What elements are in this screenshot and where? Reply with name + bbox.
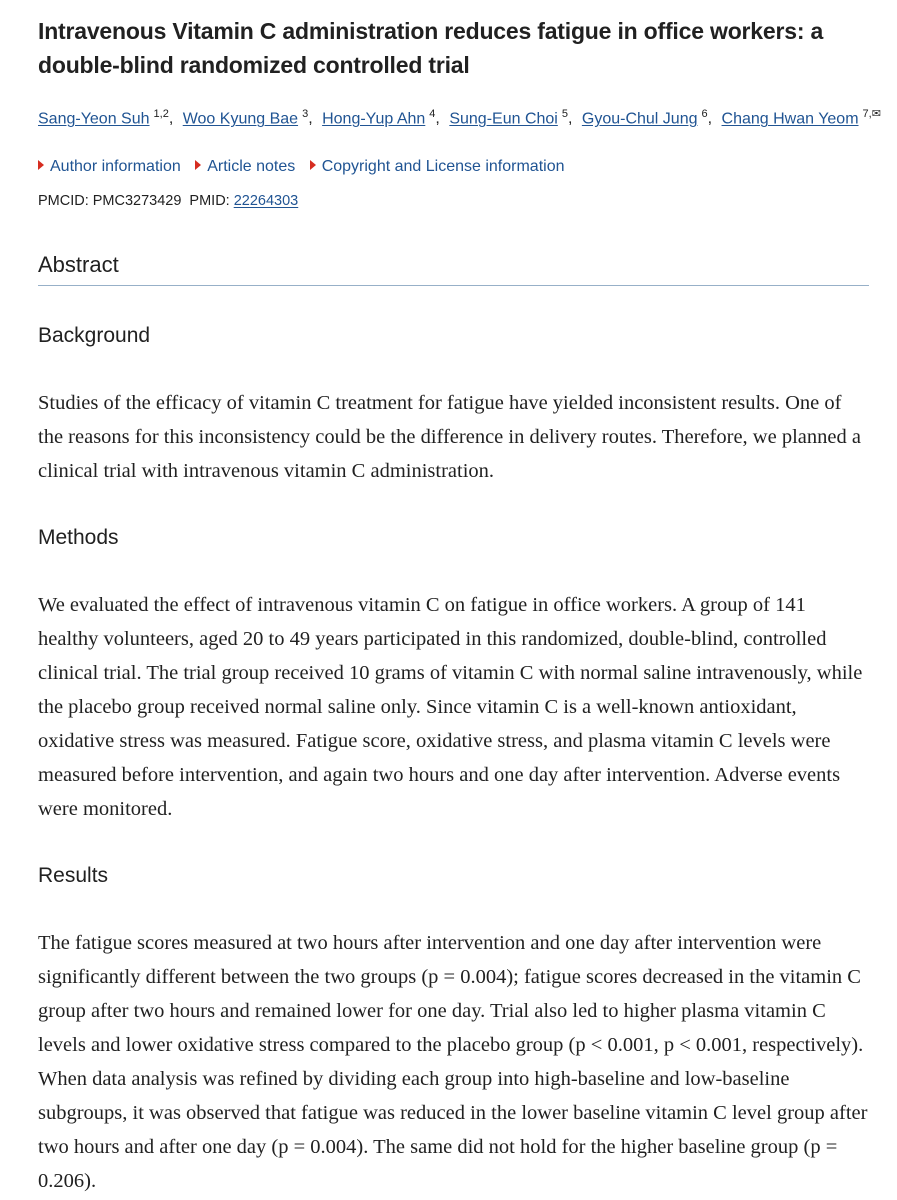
author-affiliation: 7,✉ bbox=[862, 108, 881, 120]
author-affiliation: 5 bbox=[561, 108, 568, 120]
results-heading: Results bbox=[38, 864, 109, 888]
results-text: The fatigue scores measured at two hours after intervention and one day after intervention were significantly different between the two groups (p = 0.004); fatigue scores decreased in the vitamin C group after two hours and remained lower for one day. Trial also led to higher plasma vitamin C levels and lower oxidative stress compared to the placebo group (p < 0.001, p < 0.001, respectively). When data analysis was refined by dividing each group into high-baseline and low-baseline subgroups, it was observed that fatigue was reduced in the lower baseline vitamin C level group after two hours and after one day (p = 0.004). The same did not hold for the higher baseline group (p = 0.206). bbox=[38, 932, 868, 1193]
pmid-link[interactable]: 22264303 bbox=[233, 193, 299, 210]
author-link[interactable]: Woo Kyung Bae bbox=[182, 110, 299, 128]
pmcid-value: PMC3273429 bbox=[92, 193, 182, 210]
article-identifiers bbox=[38, 191, 869, 211]
background-text: Studies of the efficacy of vitamin C treatment for fatigue have yielded inconsistent results. One of the reasons for this inconsistency could be the difference in delivery routes. Therefore, we planned a clinical trial with intravenous vitamin C administration. bbox=[38, 392, 861, 483]
author-affiliation: 1,2 bbox=[153, 108, 169, 120]
article-page bbox=[38, 14, 881, 1198]
abstract-heading: Abstract bbox=[38, 251, 869, 286]
author-affiliation: 3 bbox=[302, 108, 309, 120]
caret-right-icon bbox=[38, 160, 44, 170]
author-link[interactable]: Chang Hwan Yeom bbox=[721, 110, 859, 128]
article-title: Intravenous Vitamin C administration reduces fatigue in office workers: a double-blind randomized controlled trial bbox=[38, 18, 824, 78]
copyright-license-toggle[interactable]: Copyright and License information bbox=[310, 158, 565, 175]
pmid-label: PMID: bbox=[189, 193, 230, 210]
author-list: Sang-Yeon Suh $^{1,2}$, Woo Kyung Bae $^3$, Hong-Yup Ahn $^4$, Sung-Eun Choi $^5$, Gyou-Chul Jung $^6$, Chang Hwan Yeom $^{7,✉}$ bbox=[38, 108, 881, 128]
author-link[interactable]: Sang-Yeon Suh bbox=[38, 110, 150, 128]
author-link[interactable]: Hong-Yup Ahn bbox=[322, 110, 426, 128]
article-meta-links bbox=[38, 157, 869, 177]
methods-heading: Methods bbox=[38, 526, 119, 550]
article-notes-toggle[interactable]: Article notes bbox=[195, 158, 295, 175]
pmcid-label: PMCID: bbox=[38, 193, 89, 210]
caret-right-icon bbox=[195, 160, 201, 170]
author-information-toggle[interactable]: Author information bbox=[38, 158, 181, 175]
background-heading: Background bbox=[38, 324, 151, 348]
methods-text: We evaluated the effect of intravenous vitamin C on fatigue in office workers. A group of 141 healthy volunteers, aged 20 to 49 years participated in this randomized, double-blind, controlled clinical trial. The trial group received 10 grams of vitamin C with normal saline intravenously, while the placebo group received normal saline only. Since vitamin C is a well-known antioxidant, oxidative stress was measured. Fatigue score, oxidative stress, and plasma vitamin C levels were measured before intervention, and again two hours and one day after intervention. Adverse events were monitored. bbox=[38, 594, 863, 821]
author-affiliation: 6 bbox=[701, 108, 708, 120]
author-link[interactable]: Sung-Eun Choi bbox=[449, 110, 558, 128]
author-link[interactable]: Gyou-Chul Jung bbox=[581, 110, 698, 128]
author-affiliation: 4 bbox=[429, 108, 436, 120]
caret-right-icon bbox=[310, 160, 316, 170]
